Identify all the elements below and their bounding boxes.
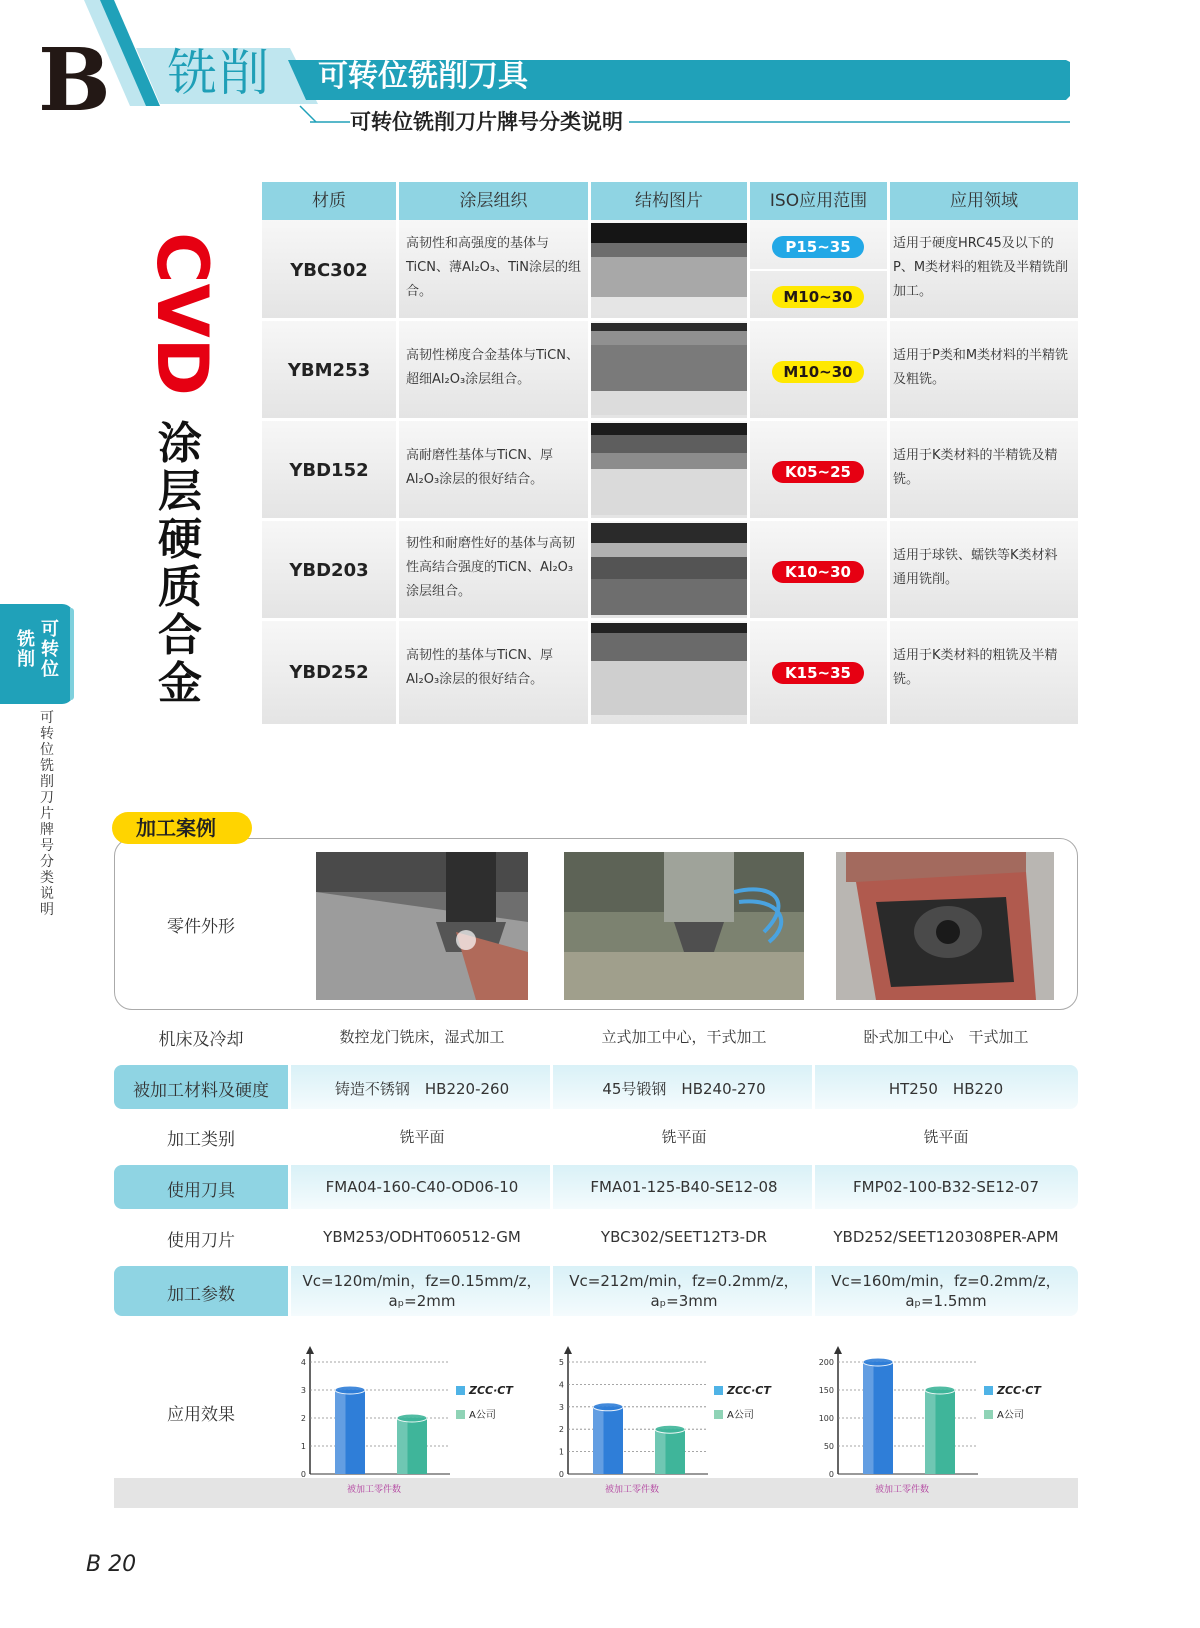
material-value: HT250 HB220 [888,1080,1004,1098]
y-tick-label: 3 [558,1402,564,1412]
section-name: 铣削 [167,44,271,102]
iso-range-badge: M10~30 [772,286,864,308]
label-params: 加工参数 [167,1285,235,1305]
y-tick-label: 1 [300,1442,306,1451]
material-value: 45号锻钢 HB240-270 [602,1080,766,1098]
legend-label: A公司 [469,1410,496,1421]
y-tick-label: 0 [828,1470,834,1479]
iso-range-badge: P15~35 [772,236,864,258]
bar-top [863,1358,893,1366]
x-axis-label: 被加工零件数 [604,1485,660,1495]
y-tick-label: 150 [818,1386,834,1395]
structure-image [591,223,747,315]
legend-label: A公司 [727,1410,754,1421]
insert-value: YBC302/SEET12T3-DR [600,1228,768,1246]
row-divider [262,418,1078,421]
y-tick-label: 100 [818,1414,834,1423]
y-axis-arrow [306,1346,314,1354]
label-effect: 应用效果 [167,1405,235,1425]
cvd-title: 涂层硬质合金 [158,418,202,709]
y-tick-label: 5 [558,1358,564,1367]
side-tab-label-1: 铣削 [17,629,35,670]
col-divider [747,182,750,724]
iso-range-badge: K05~25 [772,461,864,483]
iso-divider [750,269,887,271]
label-process-type: 加工类别 [167,1130,235,1150]
grade-application: 适用于K类材料的半精铣及精铣。 [893,448,1058,487]
bar-zcc [335,1386,365,1474]
grade-code: YBD252 [289,662,369,683]
band-divider [288,1065,291,1109]
grade-code: YBM253 [287,360,371,381]
row-divider [262,318,1078,321]
bar-top [655,1425,685,1433]
y-tick-label: 2 [300,1414,306,1423]
bar-zcc [593,1403,623,1474]
label-material: 被加工材料及硬度 [133,1081,269,1101]
x-axis-label: 被加工零件数 [346,1485,402,1495]
page-subtitle: 可转位铣削刀片牌号分类说明 [350,112,629,133]
type-value: 铣平面 [399,1128,445,1146]
label-machine: 机床及冷却 [158,1030,244,1050]
machine-value: 立式加工中心，干式加工 [601,1028,767,1046]
grade-code: YBD203 [289,560,369,581]
y-axis-arrow [834,1346,842,1354]
bar-highlight [655,1429,666,1474]
material-value: 铸造不锈钢 HB220-260 [334,1080,510,1098]
bar-highlight [593,1407,604,1474]
label-part-shape: 零件外形 [167,917,235,937]
row-divider [262,618,1078,621]
part-photo-3 [836,852,1054,1000]
grade-code: YBD152 [289,460,369,481]
y-tick-label: 2 [558,1425,564,1435]
tool-value: FMA01-125-B40-SE12-08 [590,1178,778,1196]
bar-company [655,1425,685,1474]
side-tab-accent [70,608,74,700]
th-coating: 涂层组织 [459,191,528,211]
y-axis-arrow [564,1346,572,1354]
insert-value: YBM253/ODHT060512-GM [323,1228,521,1246]
side-tab[interactable] [0,604,74,704]
side-tab-label-2: 可转位 [41,619,59,680]
type-value: 铣平面 [923,1128,969,1146]
legend-swatch [714,1386,723,1395]
y-tick-label: 4 [558,1380,564,1390]
col-divider [396,182,399,724]
col-divider [887,182,890,724]
tool-value: FMP02-100-B32-SE12-07 [853,1178,1039,1196]
bar-company [397,1414,427,1474]
legend-swatch [456,1410,465,1419]
col-divider [588,182,591,724]
band-divider [288,1266,291,1316]
cvd-logo [140,232,223,396]
case-section-tag: 加工案例 [112,812,252,844]
bar-top [397,1414,427,1422]
bar-company [925,1386,955,1474]
params-line-2: aₚ=1.5mm [905,1292,987,1310]
bar-zcc [863,1358,893,1474]
grade-application: 适用于球铁、蠕铁等K类材料通用铣削。 [893,548,1058,587]
legend-label: ZCC·CT [727,1384,771,1397]
bar-highlight [863,1362,874,1474]
y-tick-label: 0 [300,1470,306,1479]
th-application: 应用领域 [950,191,1018,211]
tool-value: FMA04-160-C40-OD06-10 [325,1178,519,1196]
bar-highlight [335,1390,346,1474]
legend-swatch [714,1410,723,1419]
row-divider [262,518,1078,521]
page-number: B 20 [86,1552,137,1577]
page-title: 可转位铣削刀具 [318,59,528,94]
grade-desc: 高韧性梯度合金基体与TiCN、超细Al₂O₃涂层组合。 [406,348,579,387]
legend-swatch [456,1386,465,1395]
section-letter: B [38,30,111,131]
grade-desc: 高韧性的基体与TiCN、厚Al₂O₃涂层的很好结合。 [406,648,553,687]
y-tick-label: 200 [818,1358,834,1367]
type-value: 铣平面 [661,1128,707,1146]
grade-application: 适用于K类材料的粗铣及半精铣。 [893,648,1058,687]
grade-table [262,182,1078,724]
structure-image [591,523,747,615]
grade-desc: 高耐磨性基体与TiCN、厚Al₂O₃涂层的很好结合。 [406,448,553,487]
y-tick-label: 0 [558,1470,564,1479]
grade-application: 适用于P类和M类材料的半精铣及粗铣。 [893,348,1069,387]
part-photo-1 [316,852,528,1000]
grade-desc: 韧性和耐磨性好的基体与高韧性高结合强度的TiCN、Al₂O₃涂层组合。 [406,536,576,599]
part-photo-2 [564,852,804,1000]
th-material: 材质 [312,191,346,211]
iso-range-badge: K10~30 [772,561,864,583]
cvd-logo-text: CVD [141,232,223,396]
params-line-1: Vc=160m/min，fz=0.2mm/z， [831,1272,1061,1290]
th-iso: ISO应用范围 [769,191,868,211]
iso-range-badge: M10~30 [772,361,864,383]
x-axis-label: 被加工零件数 [874,1485,930,1495]
legend-label: ZCC·CT [997,1384,1041,1397]
y-tick-label: 1 [558,1447,564,1457]
params-line-2: aₚ=3mm [650,1292,718,1310]
bar-top [593,1403,623,1411]
bar-highlight [925,1390,936,1474]
grade-desc: 高韧性和高强度的基体与TiCN、薄Al₂O₃、TiN涂层的组合。 [406,236,581,299]
structure-image [591,423,747,515]
th-structure: 结构图片 [635,191,703,211]
side-vertical-label: 可转位铣削刀片牌号分类说明 [40,710,54,918]
label-tool: 使用刀具 [167,1181,235,1201]
label-insert: 使用刀片 [167,1231,235,1251]
machine-value: 卧式加工中心 干式加工 [863,1028,1029,1046]
effect-chart-2 [554,1340,810,1508]
grade-application: 适用于硬度HRC45及以下的P、M类材料的粗铣及半精铣削加工。 [893,236,1069,299]
structure-image [591,623,747,715]
iso-range-badge: K15~35 [772,662,864,684]
bar-top [335,1386,365,1394]
bar-top [925,1386,955,1394]
structure-image [591,323,747,415]
legend-label: ZCC·CT [469,1384,513,1397]
params-line-1: Vc=120m/min，fz=0.15mm/z， [302,1272,542,1290]
legend-swatch [984,1386,993,1395]
insert-value: YBD252/SEET120308PER-APM [833,1228,1059,1246]
params-line-2: aₚ=2mm [388,1292,456,1310]
y-tick-label: 50 [823,1442,834,1451]
params-line-1: Vc=212m/min，fz=0.2mm/z， [569,1272,799,1290]
grade-code: YBC302 [290,260,368,281]
effect-chart-1 [296,1340,552,1508]
machine-value: 数控龙门铣床，湿式加工 [339,1028,505,1046]
effect-chart-3 [818,1340,1080,1508]
y-tick-label: 3 [300,1386,306,1395]
y-tick-label: 4 [300,1358,306,1367]
bar-highlight [397,1418,408,1474]
band-divider [288,1165,291,1209]
legend-label: A公司 [997,1410,1024,1421]
legend-swatch [984,1410,993,1419]
